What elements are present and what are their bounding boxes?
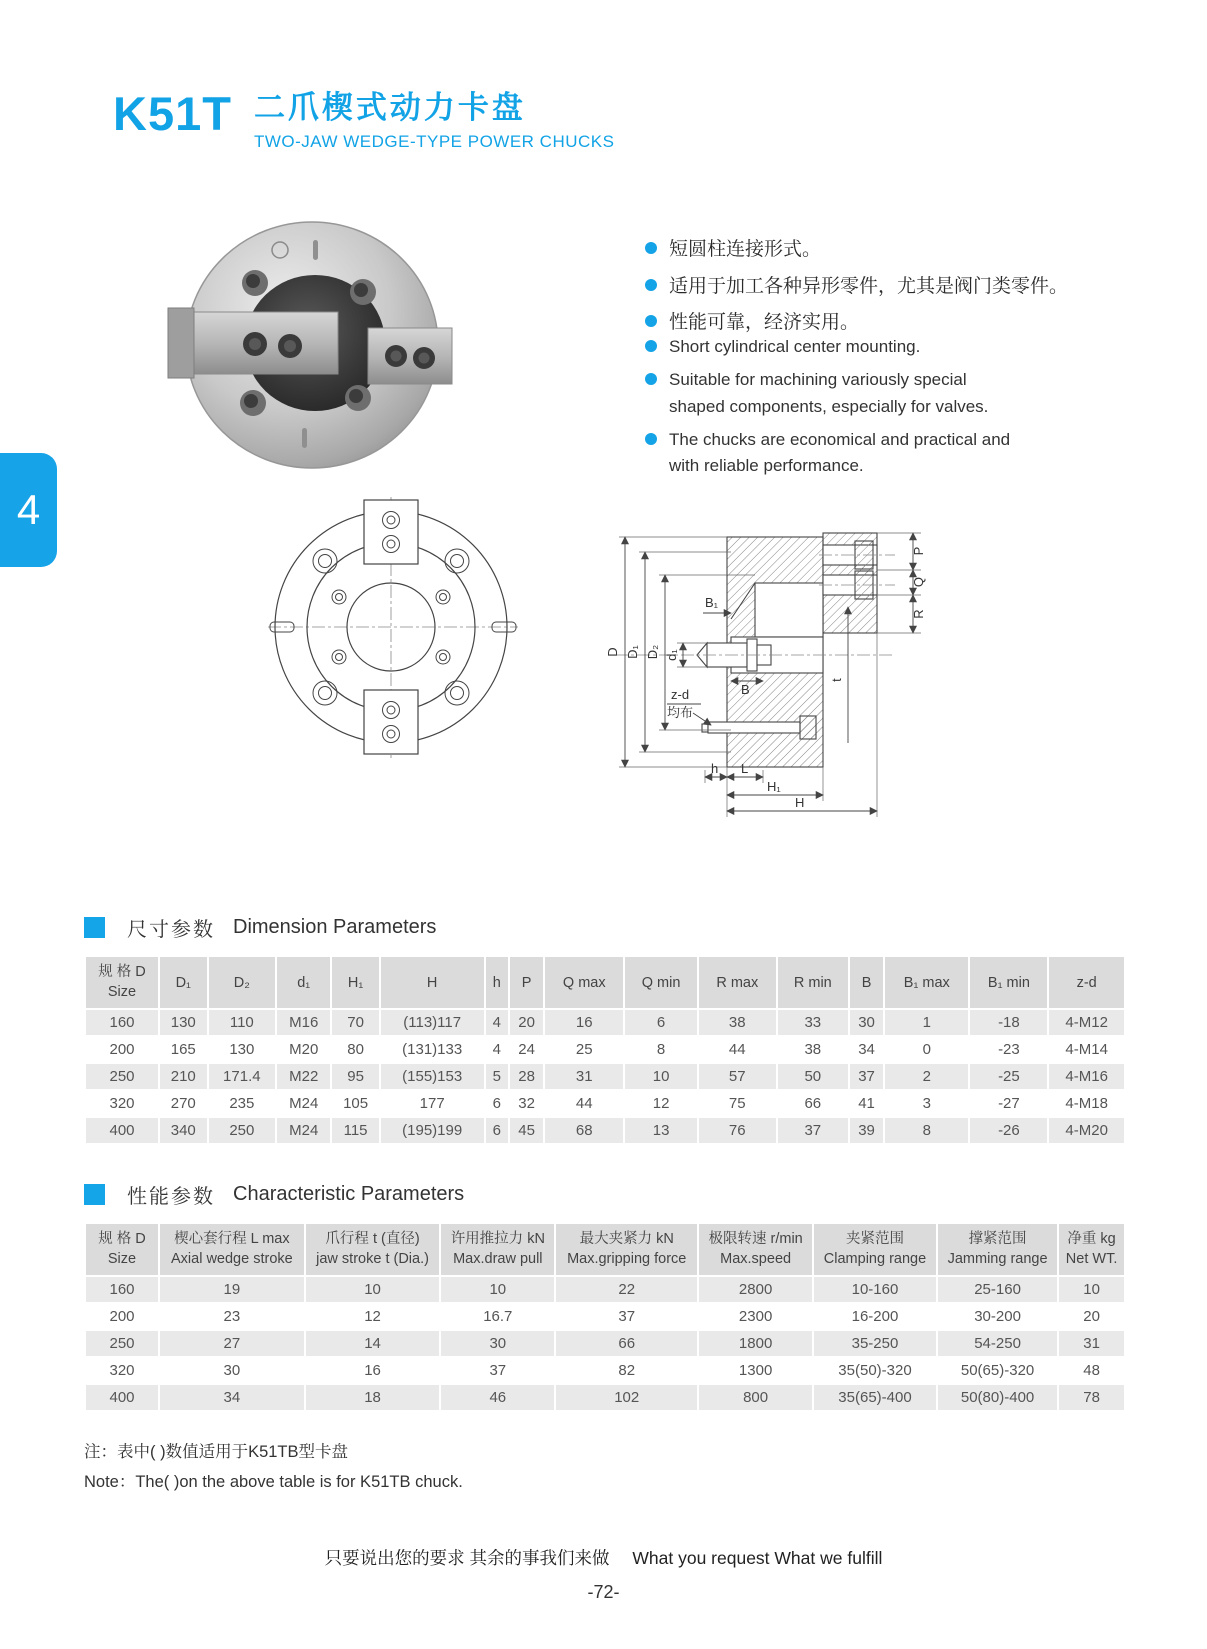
- dim-label-Q: Q: [911, 576, 926, 588]
- table-cell: 28: [510, 1064, 543, 1089]
- column-header: B: [850, 957, 883, 1008]
- table-cell: 30: [850, 1010, 883, 1035]
- table-row: [86, 1385, 1124, 1410]
- table-cell: 31: [545, 1064, 623, 1089]
- list-item: [645, 427, 1025, 480]
- product-photo: [150, 200, 570, 470]
- table-cell: 54-250: [938, 1331, 1057, 1356]
- slogan-zh: 只要说出您的要求 其余的事我们来做: [324, 1548, 610, 1568]
- table-cell: 31: [1059, 1331, 1124, 1356]
- column-header: d₁: [277, 957, 330, 1008]
- section-marker-icon: [84, 1184, 105, 1205]
- table-cell: 10: [306, 1277, 440, 1302]
- table-cell: 16.7: [441, 1304, 554, 1329]
- table-cell: 82: [556, 1358, 697, 1383]
- table-cell: 130: [160, 1010, 207, 1035]
- table-cell: 95: [332, 1064, 379, 1089]
- table-cell: 16-200: [814, 1304, 936, 1329]
- table-cell: 68: [545, 1118, 623, 1143]
- table-row: [86, 1037, 1124, 1062]
- table-cell: 38: [778, 1037, 848, 1062]
- table-cell: 20: [510, 1010, 543, 1035]
- table-cell: M16: [277, 1010, 330, 1035]
- column-header: z-d: [1049, 957, 1124, 1008]
- section-title-zh: 性能参数: [127, 1186, 215, 1208]
- table-cell: 76: [699, 1118, 776, 1143]
- table-cell: 1800: [699, 1331, 812, 1356]
- section-view-drawing: [555, 485, 1055, 830]
- table-cell: 200: [86, 1037, 158, 1062]
- dim-label-D1: D₁: [625, 645, 640, 659]
- features-en-list: [645, 334, 1025, 487]
- table-cell: 30-200: [938, 1304, 1057, 1329]
- dim-label-R: R: [911, 609, 926, 619]
- dim-label-D2: D₂: [645, 644, 660, 660]
- dim-label-H1: H₁: [767, 779, 781, 794]
- column-header: h: [486, 957, 509, 1008]
- front-view-drawing: [268, 497, 518, 759]
- table-cell: 0: [885, 1037, 968, 1062]
- table-cell: 12: [306, 1304, 440, 1329]
- header-row: [86, 957, 1124, 1008]
- table-cell: 210: [160, 1064, 207, 1089]
- table-cell: 10: [441, 1277, 554, 1302]
- column-header: 极限转速 r/min Max.speed: [699, 1224, 812, 1275]
- title-block: [254, 90, 615, 152]
- list-item: [645, 367, 1025, 420]
- table-cell: 22: [556, 1277, 697, 1302]
- table-cell: 10: [1059, 1277, 1124, 1302]
- slogan-en: What you request What we fulfill: [632, 1548, 883, 1568]
- bullet-icon: [645, 242, 657, 254]
- dim-label-zd: z-d: [671, 687, 690, 702]
- bullet-icon: [645, 340, 657, 352]
- table-cell: 250: [86, 1331, 158, 1356]
- table-cell: M22: [277, 1064, 330, 1089]
- section-title-en: Dimension Parameters: [233, 916, 437, 938]
- table-cell: 39: [850, 1118, 883, 1143]
- feature-text: 短圆柱连接形式。: [669, 239, 822, 260]
- table-cell: -26: [970, 1118, 1047, 1143]
- table-cell: -27: [970, 1091, 1047, 1116]
- column-header: R max: [699, 957, 776, 1008]
- table-cell: 130: [209, 1037, 276, 1062]
- table-cell: 4: [486, 1010, 509, 1035]
- section-title-zh: 尺寸参数: [127, 919, 215, 941]
- list-item: [645, 334, 1025, 360]
- rim-slot-top: [313, 240, 318, 260]
- feature-text: 适用于加工各种异形零件，尤其是阀门类零件。: [669, 275, 1069, 297]
- table-row: [86, 1010, 1124, 1035]
- table-cell: 270: [160, 1091, 207, 1116]
- header-row: [86, 1224, 1124, 1275]
- table-cell: 37: [556, 1304, 697, 1329]
- table-cell: 48: [1059, 1358, 1124, 1383]
- table-cell: 10-160: [814, 1277, 936, 1302]
- table-cell: 50(80)-400: [938, 1385, 1057, 1410]
- table-row: [86, 1358, 1124, 1383]
- rim-slot-bottom: [302, 428, 307, 448]
- table-cell: M24: [277, 1091, 330, 1116]
- column-header: 楔心套行程 L max Axial wedge stroke: [160, 1224, 304, 1275]
- bullet-icon: [645, 433, 657, 445]
- table-cell: 14: [306, 1331, 440, 1356]
- table-cell: (131)133: [381, 1037, 484, 1062]
- table-cell: M20: [277, 1037, 330, 1062]
- table-body: [86, 1277, 1124, 1410]
- table-cell: 12: [625, 1091, 697, 1116]
- dim-label-L: L: [741, 761, 749, 776]
- table-cell: 66: [778, 1091, 848, 1116]
- table-cell: 400: [86, 1385, 158, 1410]
- table-cell: 23: [160, 1304, 304, 1329]
- dimension-section-title: [84, 913, 436, 942]
- dim-label-h: h: [711, 761, 719, 776]
- table-cell: 35(50)-320: [814, 1358, 936, 1383]
- table-cell: 37: [850, 1064, 883, 1089]
- table-cell: 165: [160, 1037, 207, 1062]
- section-title-en: Characteristic Parameters: [233, 1183, 465, 1205]
- table-cell: 4-M16: [1049, 1064, 1124, 1089]
- table-cell: 33: [778, 1010, 848, 1035]
- table-cell: 37: [778, 1118, 848, 1143]
- table-cell: 320: [86, 1358, 158, 1383]
- table-cell: 46: [441, 1385, 554, 1410]
- dim-label-B1: B₁: [705, 595, 719, 610]
- table-header: [86, 957, 1124, 1008]
- table-cell: 34: [160, 1385, 304, 1410]
- table-cell: 250: [86, 1064, 158, 1089]
- table-cell: 25-160: [938, 1277, 1057, 1302]
- column-header: R min: [778, 957, 848, 1008]
- table-cell: 24: [510, 1037, 543, 1062]
- column-header: Q max: [545, 957, 623, 1008]
- table-cell: 200: [86, 1304, 158, 1329]
- column-header: 夹紧范围 Clamping range: [814, 1224, 936, 1275]
- table-cell: -25: [970, 1064, 1047, 1089]
- table-cell: 41: [850, 1091, 883, 1116]
- table-cell: 32: [510, 1091, 543, 1116]
- table-cell: 16: [306, 1358, 440, 1383]
- column-header: H: [381, 957, 484, 1008]
- table-cell: 50: [778, 1064, 848, 1089]
- page-number: -72-: [587, 1582, 620, 1602]
- table-cell: 110: [209, 1010, 276, 1035]
- title-zh: 二爪楔式动力卡盘: [253, 90, 526, 125]
- table-cell: (155)153: [381, 1064, 484, 1089]
- table-cell: 38: [699, 1010, 776, 1035]
- table-cell: 4: [486, 1037, 509, 1062]
- characteristic-table: [84, 1222, 1126, 1412]
- table-cell: 4-M12: [1049, 1010, 1124, 1035]
- table-row: [86, 1064, 1124, 1089]
- column-header: 净重 kg Net WT.: [1059, 1224, 1124, 1275]
- table-cell: 177: [381, 1091, 484, 1116]
- bullet-icon: [645, 315, 657, 327]
- table-cell: 44: [699, 1037, 776, 1062]
- table-cell: 27: [160, 1331, 304, 1356]
- table-cell: 18: [306, 1385, 440, 1410]
- dimension-table: [84, 955, 1126, 1145]
- table-cell: (113)117: [381, 1010, 484, 1035]
- bullet-icon: [645, 373, 657, 385]
- table-cell: 78: [1059, 1385, 1124, 1410]
- table-cell: 37: [441, 1358, 554, 1383]
- table-row: [86, 1118, 1124, 1143]
- chapter-number: 4: [16, 486, 41, 533]
- feature-text: Suitable for machining variously special shaped components, especially for valves.: [669, 370, 989, 416]
- dim-label-t: t: [829, 678, 844, 682]
- table-cell: 45: [510, 1118, 543, 1143]
- table-cell: 4-M20: [1049, 1118, 1124, 1143]
- dim-label-H: H: [795, 795, 805, 810]
- column-header: 最大夹紧力 kN Max.gripping force: [556, 1224, 697, 1275]
- note-en: Note：The( )on the above table is for K51TB chuck.: [84, 1473, 463, 1491]
- table-cell: 340: [160, 1118, 207, 1143]
- table-cell: 160: [86, 1277, 158, 1302]
- dim-label-D: D: [605, 647, 620, 657]
- table-cell: 25: [545, 1037, 623, 1062]
- table-cell: 30: [160, 1358, 304, 1383]
- dim-label-junbu: 均布: [667, 705, 694, 720]
- table-cell: 30: [441, 1331, 554, 1356]
- table-row: [86, 1331, 1124, 1356]
- list-item: [645, 273, 1115, 301]
- column-header: 爪行程 t (直径) jaw stroke t (Dia.): [306, 1224, 440, 1275]
- table-cell: 105: [332, 1091, 379, 1116]
- table-cell: 80: [332, 1037, 379, 1062]
- table-cell: 6: [625, 1010, 697, 1035]
- list-item: [645, 236, 1115, 264]
- table-cell: -23: [970, 1037, 1047, 1062]
- table-cell: 115: [332, 1118, 379, 1143]
- dim-label-B: B: [741, 682, 750, 697]
- table-cell: 160: [86, 1010, 158, 1035]
- table-cell: 2800: [699, 1277, 812, 1302]
- table-cell: 19: [160, 1277, 304, 1302]
- table-cell: 800: [699, 1385, 812, 1410]
- table-cell: 2: [885, 1064, 968, 1089]
- table-cell: 57: [699, 1064, 776, 1089]
- column-header: D₂: [209, 957, 276, 1008]
- table-cell: M24: [277, 1118, 330, 1143]
- column-header: P: [510, 957, 543, 1008]
- column-header: B₁ max: [885, 957, 968, 1008]
- table-cell: (195)199: [381, 1118, 484, 1143]
- left-jaw: [168, 308, 338, 378]
- table-cell: 16: [545, 1010, 623, 1035]
- list-item: [645, 309, 1115, 337]
- table-cell: 8: [625, 1037, 697, 1062]
- table-cell: 75: [699, 1091, 776, 1116]
- characteristic-section-title: [84, 1180, 464, 1209]
- title-en: TWO-JAW WEDGE-TYPE POWER CHUCKS: [253, 131, 615, 151]
- column-header: D₁: [160, 957, 207, 1008]
- column-header: H₁: [332, 957, 379, 1008]
- table-cell: -18: [970, 1010, 1047, 1035]
- column-header: Q min: [625, 957, 697, 1008]
- column-header: 许用推拉力 kN Max.draw pull: [441, 1224, 554, 1275]
- dim-label-d1: d₁: [664, 649, 679, 661]
- features-zh-list: [645, 236, 1115, 346]
- table-cell: 10: [625, 1064, 697, 1089]
- table-cell: 2300: [699, 1304, 812, 1329]
- table-cell: 1300: [699, 1358, 812, 1383]
- feature-text: Short cylindrical center mounting.: [669, 337, 921, 356]
- table-row: [86, 1091, 1124, 1116]
- chapter-tab: [0, 453, 57, 567]
- table-cell: 35-250: [814, 1331, 936, 1356]
- table-cell: 13: [625, 1118, 697, 1143]
- note-zh: 注：表中( )数值适用于K51TB型卡盘: [84, 1443, 349, 1461]
- table-cell: 4-M18: [1049, 1091, 1124, 1116]
- table-cell: 320: [86, 1091, 158, 1116]
- table-cell: 5: [486, 1064, 509, 1089]
- table-cell: 4-M14: [1049, 1037, 1124, 1062]
- table-cell: 66: [556, 1331, 697, 1356]
- feature-text: 性能可靠，经济实用。: [669, 312, 860, 334]
- column-header: B₁ min: [970, 957, 1047, 1008]
- column-header: 撑紧范围 Jamming range: [938, 1224, 1057, 1275]
- table-cell: 235: [209, 1091, 276, 1116]
- table-cell: 3: [885, 1091, 968, 1116]
- feature-text: The chucks are economical and practical and with reliable performance.: [669, 430, 1011, 476]
- table-cell: 20: [1059, 1304, 1124, 1329]
- right-jaw: [368, 328, 452, 384]
- footer-slogan: [0, 1545, 1207, 1570]
- model-code: K51T: [113, 87, 232, 140]
- section-marker-icon: [84, 917, 105, 938]
- dim-label-P: P: [911, 546, 926, 556]
- column-header: 规 格 D Size: [86, 1224, 158, 1275]
- table-cell: 6: [486, 1118, 509, 1143]
- table-cell: 1: [885, 1010, 968, 1035]
- table-body: [86, 1010, 1124, 1143]
- table-cell: 50(65)-320: [938, 1358, 1057, 1383]
- table-cell: 70: [332, 1010, 379, 1035]
- table-cell: 400: [86, 1118, 158, 1143]
- table-cell: 171.4: [209, 1064, 276, 1089]
- table-row: [86, 1304, 1124, 1329]
- table-cell: 102: [556, 1385, 697, 1410]
- table-cell: 6: [486, 1091, 509, 1116]
- column-header: 规 格 D Size: [86, 957, 158, 1008]
- bullet-icon: [645, 279, 657, 291]
- table-cell: 8: [885, 1118, 968, 1143]
- table-header: [86, 1224, 1124, 1275]
- table-cell: 35(65)-400: [814, 1385, 936, 1410]
- table-row: [86, 1277, 1124, 1302]
- table-cell: 34: [850, 1037, 883, 1062]
- table-cell: 44: [545, 1091, 623, 1116]
- page-header: [113, 87, 615, 152]
- table-cell: 250: [209, 1118, 276, 1143]
